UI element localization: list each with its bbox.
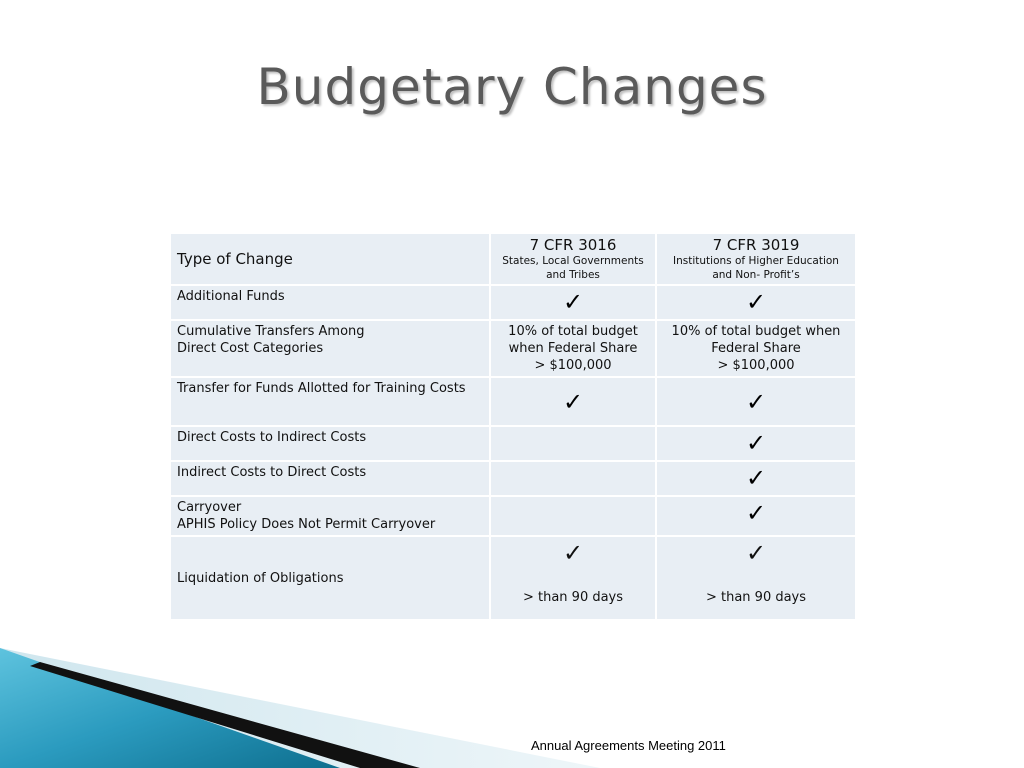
footer-text: Annual Agreements Meeting 2011 — [531, 738, 726, 753]
table-row — [170, 426, 856, 461]
checkmark-icon: ✓ — [745, 288, 767, 316]
header-7cfr3016-code: 7 CFR 3016 — [529, 236, 617, 254]
decorative-swoosh — [0, 640, 1024, 768]
cell-note: > than 90 days — [522, 590, 624, 605]
cell-text-line: when Federal Share — [508, 341, 638, 356]
row-3019-cell — [656, 285, 856, 320]
cell-note: > than 90 days — [705, 590, 807, 605]
row-3016-cell — [490, 496, 656, 536]
row-label — [170, 496, 490, 536]
row-3016-cell — [490, 320, 656, 377]
row-label-line: Carryover — [177, 500, 242, 515]
header-7cfr3019-sub: Institutions of Higher Education and Non- Profit’s — [673, 255, 839, 281]
table-row — [170, 536, 856, 620]
checkmark-icon: ✓ — [745, 464, 767, 492]
cell-text-line: 10% of total budget when — [671, 324, 841, 339]
table-row — [170, 496, 856, 536]
header-7cfr3019 — [656, 233, 856, 285]
table-row — [170, 377, 856, 426]
row-label: Additional Funds — [170, 285, 490, 320]
row-3016-cell — [490, 426, 656, 461]
row-3019-cell — [656, 320, 856, 377]
header-7cfr3016-sub: States, Local Governments and Tribes — [502, 255, 644, 281]
row-label — [170, 320, 490, 377]
row-label-line: Direct Cost Categories — [177, 341, 324, 356]
row-3019-cell — [656, 536, 856, 620]
row-3016-cell — [490, 377, 656, 426]
table-row — [170, 461, 856, 496]
checkmark-icon: ✓ — [562, 539, 584, 567]
header-7cfr3016 — [490, 233, 656, 285]
row-label: Direct Costs to Indirect Costs — [170, 426, 490, 461]
header-7cfr3019-code: 7 CFR 3019 — [712, 236, 800, 254]
cell-text-line: > $100,000 — [717, 358, 795, 373]
table-row — [170, 285, 856, 320]
checkmark-icon: ✓ — [562, 288, 584, 316]
cell-text-line: Federal Share — [711, 341, 801, 356]
cell-text-line: 10% of total budget — [508, 324, 638, 339]
row-3016-cell — [490, 461, 656, 496]
checkmark-icon: ✓ — [745, 539, 767, 567]
row-3019-cell — [656, 496, 856, 536]
row-label: Liquidation of Obligations — [170, 536, 490, 620]
checkmark-icon: ✓ — [562, 387, 584, 416]
header-type-of-change: Type of Change — [170, 233, 490, 285]
row-3016-cell — [490, 285, 656, 320]
row-3016-cell — [490, 536, 656, 620]
cell-text-line: > $100,000 — [534, 358, 612, 373]
row-label-line: APHIS Policy Does Not Permit Carryover — [177, 517, 436, 532]
checkmark-icon: ✓ — [745, 499, 767, 527]
row-label: Indirect Costs to Direct Costs — [170, 461, 490, 496]
slide-title: Budgetary Changes — [256, 58, 768, 116]
row-3019-cell — [656, 377, 856, 426]
row-3019-cell — [656, 426, 856, 461]
row-3019-cell — [656, 461, 856, 496]
checkmark-icon: ✓ — [745, 387, 767, 416]
checkmark-icon: ✓ — [745, 429, 767, 457]
row-label-line: Cumulative Transfers Among — [177, 324, 365, 339]
table-header-row — [170, 233, 856, 285]
row-label: Transfer for Funds Allotted for Training Costs — [170, 377, 490, 426]
table-row — [170, 320, 856, 377]
budget-changes-table — [169, 232, 857, 621]
